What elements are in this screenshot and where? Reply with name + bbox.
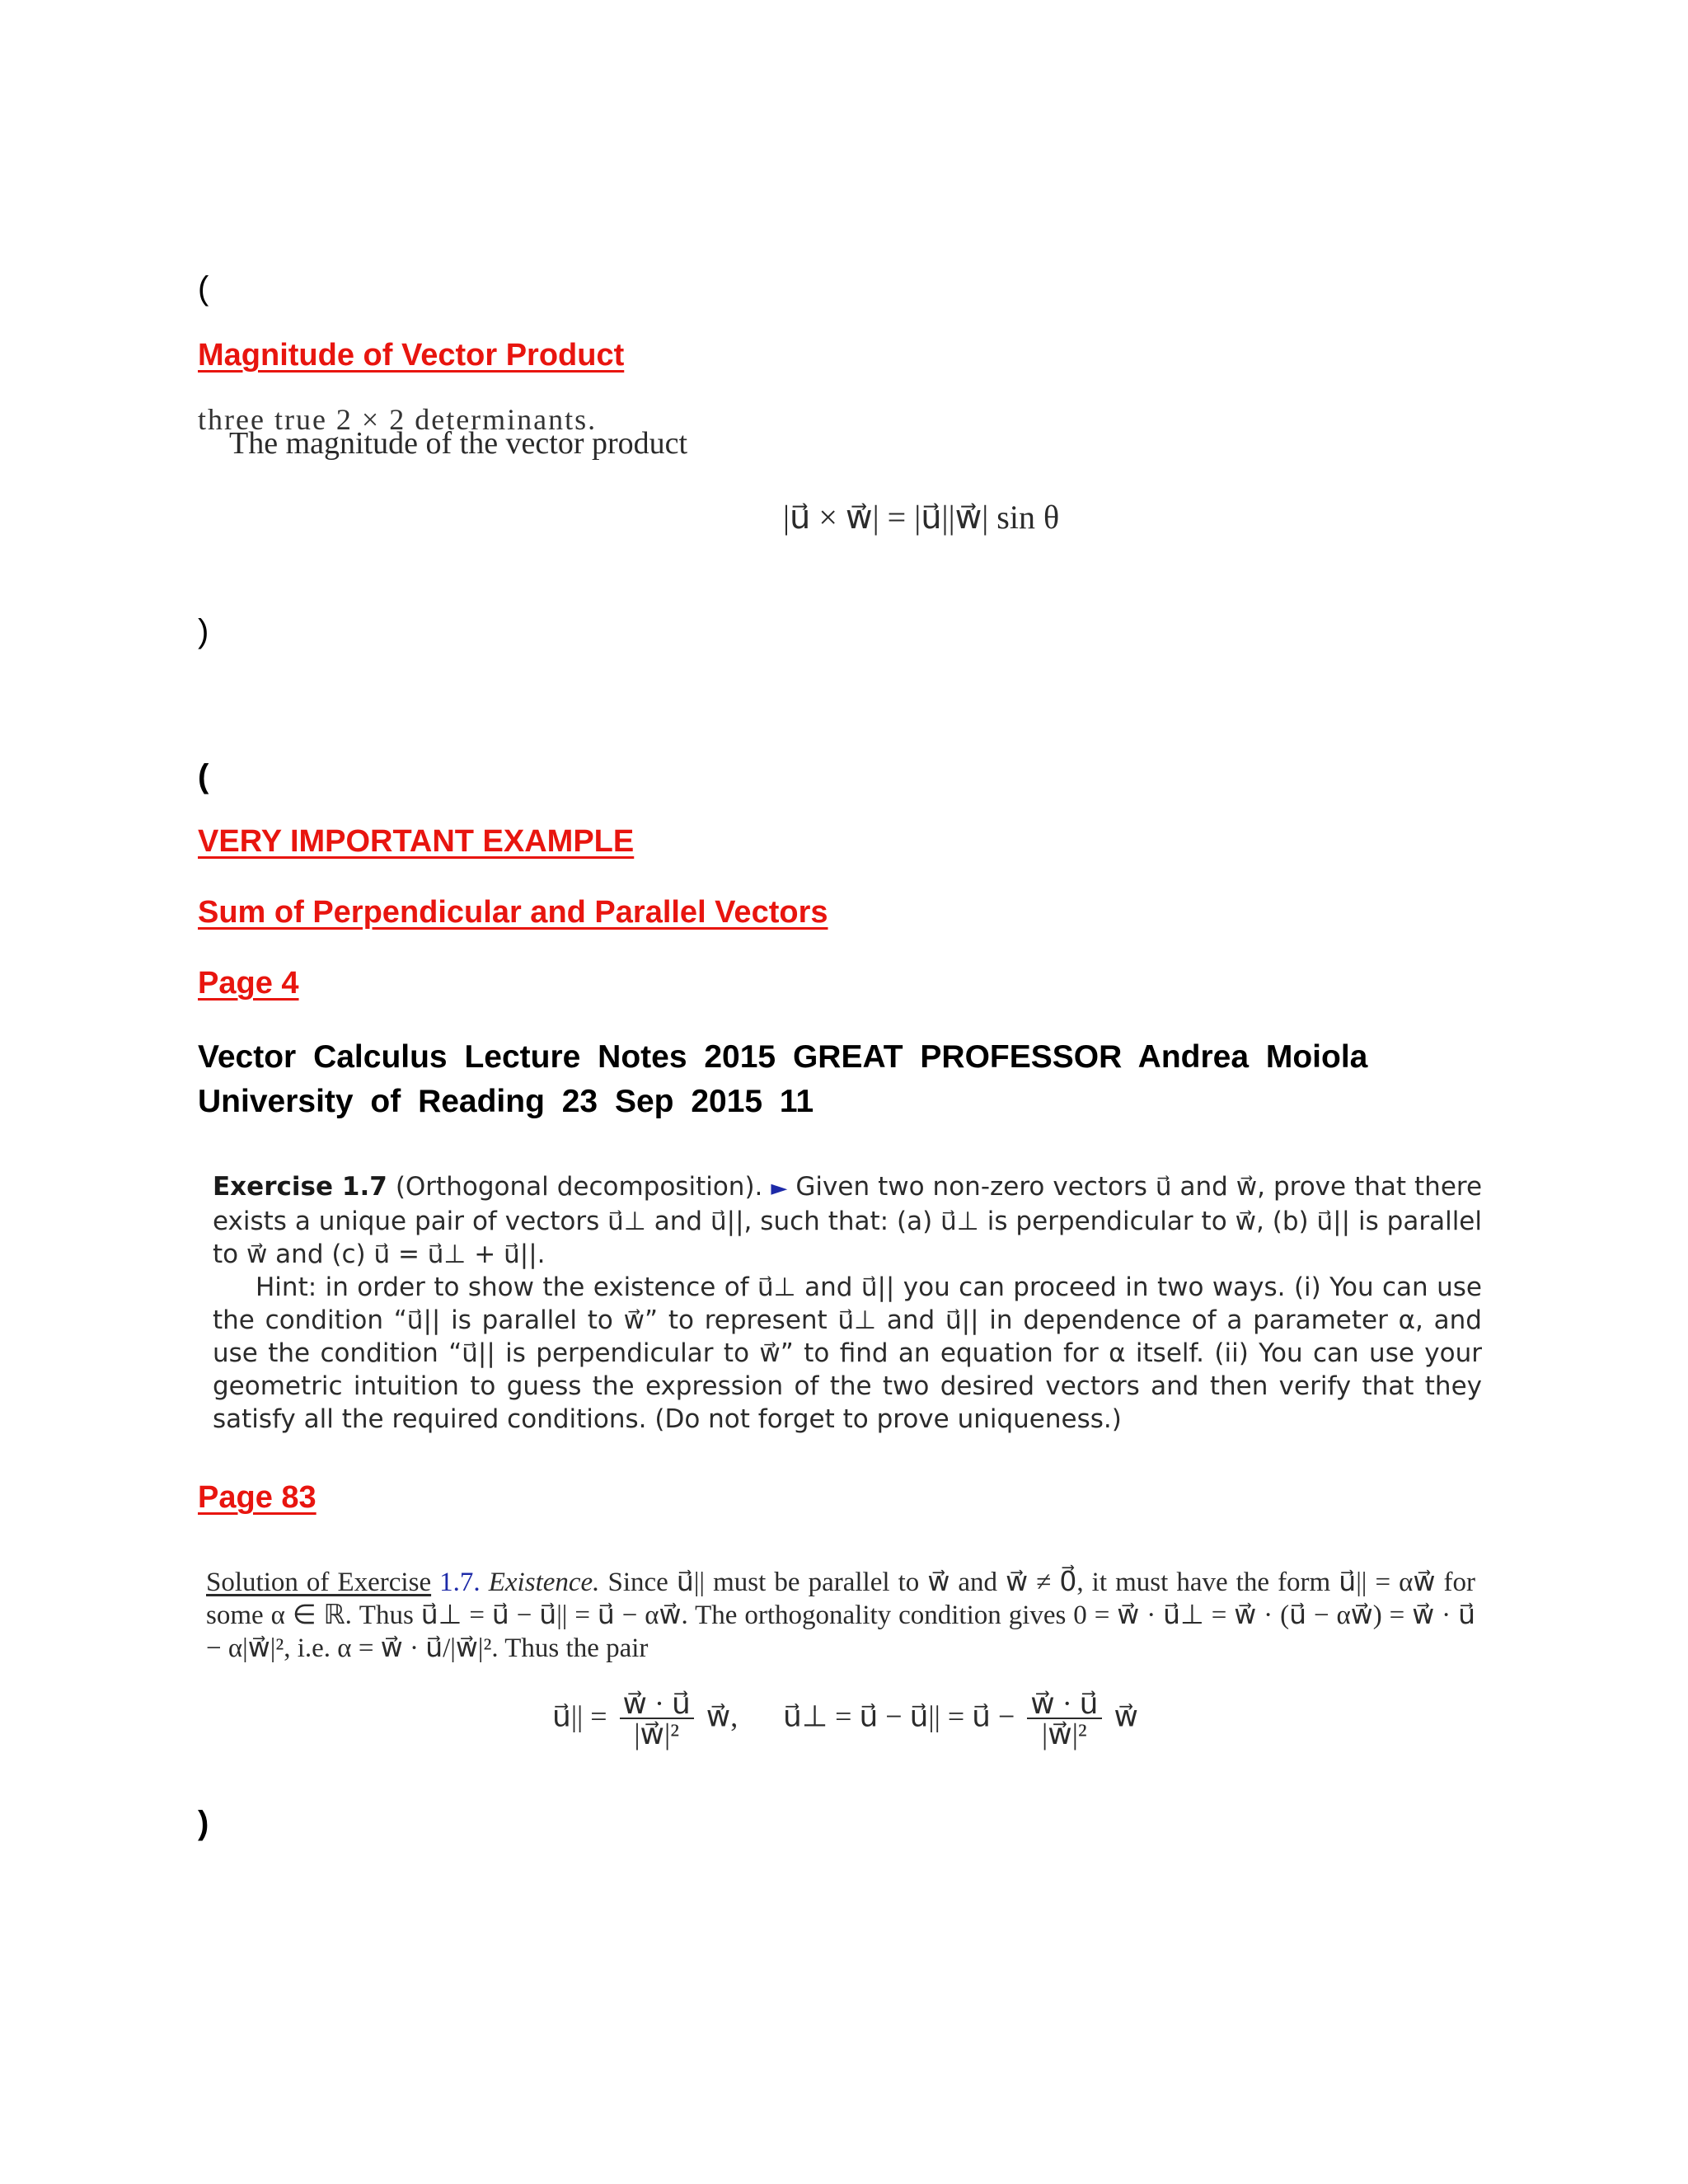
triangle-marker-icon: ► (771, 1176, 788, 1201)
solution-exercise-ref[interactable]: 1.7. (439, 1568, 481, 1597)
vector-product-text: The magnitude of the vector product (229, 426, 688, 461)
fraction-right-numerator: w⃗ · u⃗ (1027, 1690, 1101, 1719)
solution-title: Solution of Exercise (206, 1568, 432, 1597)
open-paren-1: ( (198, 270, 209, 307)
solution-text: Since u⃗|| must be parallel to w⃗ and w⃗ ≠ 0⃗, it must have the form u⃗|| = αw⃗ for some α ∈ ℝ. Thus u⃗⊥ = u⃗ − u⃗|| = u⃗ − αw⃗. The orthogonality condition gives 0 = w⃗ · u⃗⊥ = w⃗ · (u⃗ − αw⃗) = w⃗ · u⃗ − α|w⃗|², i.e. α = w⃗ · u⃗/|w⃗|². Thus the pair (206, 1568, 1476, 1663)
solution-block (206, 1566, 1475, 1665)
fraction-left-numerator: w⃗ · u⃗ (620, 1690, 694, 1719)
magnitude-formula: |u⃗ × w⃗| = |u⃗||w⃗| sin θ (783, 499, 1060, 536)
formula-right-lhs: u⃗⊥ = u⃗ − u⃗|| = u⃗ − (783, 1699, 1015, 1733)
heading-very-important-example[interactable]: VERY IMPORTANT EXAMPLE (198, 824, 635, 859)
heading-magnitude-vector-product[interactable]: Magnitude of Vector Product (198, 338, 625, 373)
fraction-left-denominator: |w⃗|² (634, 1718, 679, 1750)
exercise-block (213, 1170, 1482, 1436)
fraction-right (1027, 1687, 1101, 1750)
page-4-link[interactable]: Page 4 (198, 966, 299, 1001)
page-83-link[interactable]: Page 83 (198, 1480, 316, 1515)
formula-left-tail: w⃗, (706, 1699, 738, 1733)
fraction-left (620, 1687, 694, 1750)
solution-formula-perpendicular (783, 1687, 1138, 1750)
exercise-title: (Orthogonal decomposition). (395, 1172, 763, 1202)
solution-formula-parallel (552, 1687, 738, 1750)
formula-left-lhs: u⃗|| = (552, 1699, 607, 1733)
exercise-label: Exercise 1.7 (213, 1172, 387, 1202)
formula-right-tail: w⃗ (1114, 1699, 1138, 1733)
open-paren-2: ( (198, 758, 209, 794)
close-paren-2: ) (198, 1805, 209, 1841)
exercise-statement: Given two non-zero vectors u⃗ and w⃗, prove that there exists a unique pair of vectors u⃗⊥ and u⃗||, such that: (a) u⃗⊥ is perpendicular to w⃗, (b) u⃗|| is parallel to w⃗ and (c) u⃗ = u⃗⊥ + u⃗||. (213, 1172, 1483, 1269)
close-paren-1: ) (198, 613, 209, 649)
fraction-right-denominator: |w⃗|² (1042, 1718, 1087, 1750)
cutoff-text-line: three true 2 × 2 determinants. (198, 403, 598, 436)
heading-sum-perpendicular-parallel[interactable]: Sum of Perpendicular and Parallel Vectors (198, 895, 828, 930)
source-citation: Vector Calculus Lecture Notes 2015 GREAT PROFESSOR Andrea Moiola University of Reading 23 Sep 2015 11 (198, 1039, 1368, 1119)
exercise-hint: Hint: in order to show the existence of u⃗⊥ and u⃗|| you can proceed in two ways. (i) You can use the condition “u⃗|| is parallel to w⃗” to represent u⃗⊥ and u⃗|| in dependence of a parameter α, and use the condition “u⃗|| is perpendicular to w⃗” to find an equation for α itself. (ii) You can use your geometric intuition to guess the expression of the two desired vectors and then verify that they satisfy all the required conditions. (Do not forget to prove uniqueness.) (213, 1272, 1482, 1434)
solution-existence: Existence. (488, 1568, 600, 1597)
